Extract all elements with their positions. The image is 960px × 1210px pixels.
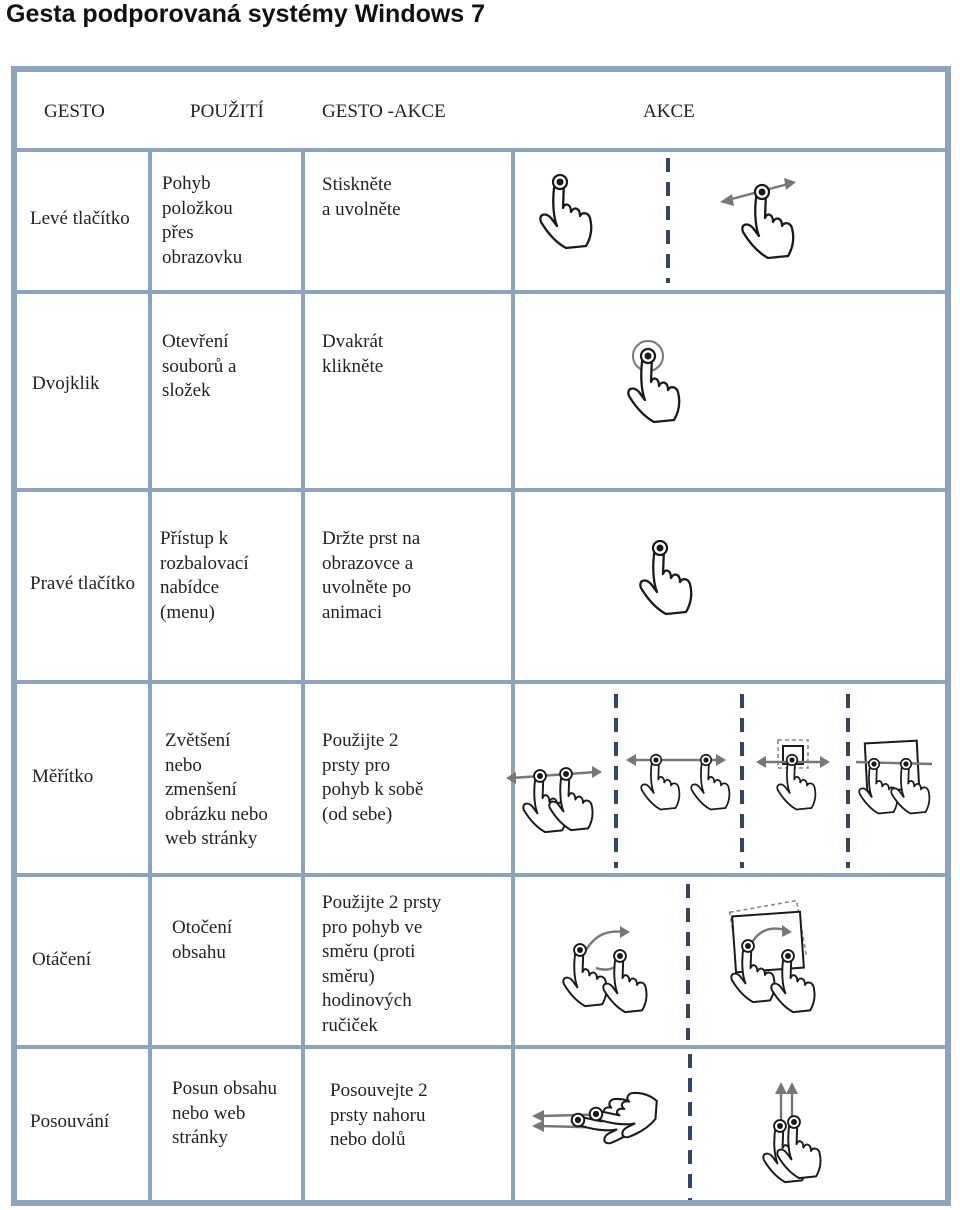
row-3-use: Přístup k rozbalovací nabídce (menu) — [160, 528, 249, 623]
double-tap-hand-icon — [628, 341, 679, 422]
row-6-gesture: Posouvání — [30, 1111, 110, 1132]
tap-hand-icon — [540, 175, 591, 248]
header-gesto: GESTO — [44, 101, 105, 122]
press-hold-hand-icon — [640, 541, 691, 614]
pinch-hands-icon — [506, 694, 932, 868]
row-5-use: Otočení obsahu — [172, 917, 233, 963]
rotate-hands-icon — [563, 884, 814, 1040]
row-1-use: Pohyb položkou přes obrazovku — [162, 173, 243, 268]
row-5-gesture: Otáčení — [32, 949, 92, 970]
page-title: Gesta podporovaná systémy Windows 7 — [6, 0, 486, 28]
row-3-action: Držte prst na obrazovce a uvolněte po animaci — [322, 528, 421, 623]
row-1-gesture: Levé tlačítko — [30, 208, 130, 229]
row-3-gesture: Pravé tlačítko — [30, 573, 135, 594]
row-5-action: Použijte 2 prsty pro pohyb ve směru (proti směru) hodinových ručiček — [322, 892, 442, 1036]
row-6-use: Posun obsahu nebo web stránky — [172, 1078, 278, 1148]
row-2-gesture: Dvojklik — [32, 373, 100, 394]
row-2-action: Dvakrát klikněte — [322, 331, 384, 377]
header-akce: AKCE — [643, 101, 695, 122]
pan-hand-icon — [532, 1054, 821, 1200]
row-4-gesture: Měřítko — [32, 766, 94, 787]
row-2-use: Otevření souborů a složek — [162, 331, 237, 401]
drag-hand-icon — [720, 178, 796, 258]
row-4-use: Zvětšení nebo zmenšení obrázku nebo web stránky — [165, 730, 268, 849]
header-gesto-akce: GESTO -AKCE — [322, 101, 446, 122]
row-6-action: Posouvejte 2 prsty nahoru nebo dolů — [330, 1080, 428, 1150]
header-pouziti: POUŽITÍ — [190, 101, 264, 122]
row-4-action: Použijte 2 prsty pro pohyb k sobě (od sebe) — [322, 730, 424, 825]
row-1-action: Stiskněte a uvolněte — [322, 174, 401, 220]
